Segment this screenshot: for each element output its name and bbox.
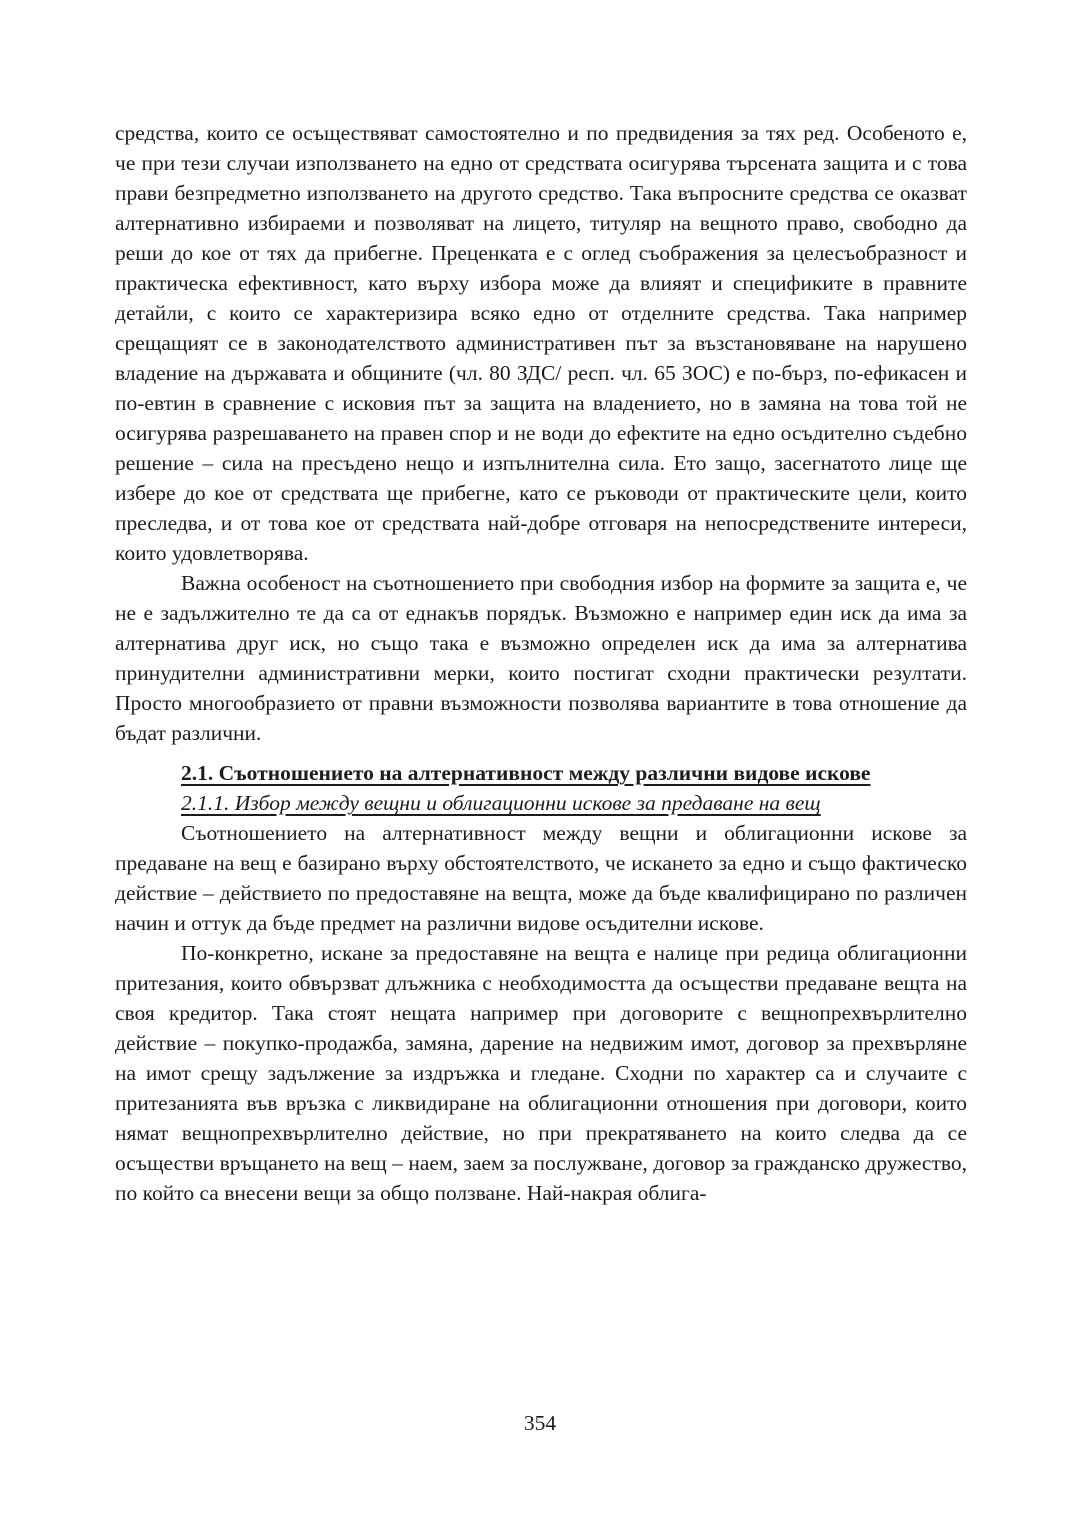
paragraph-alternativity: Съотношението на алтернативност между вещни и облигационни искове за предаване на вещ е базирано върху обстоятелството, че искането за едно и също фактическо действие – действието по предоставяне на вещта, може да бъде квалифицирано по различен начин и оттук да бъде предмет на различни видове осъдителни искове. xyxy=(115,821,967,935)
paragraph-free-choice: Важна особеност на съотношението при свободния избор на формите за защита е, че не е задължително те да са от еднакъв порядък. Възможно е например един иск да има за алтернатива друг иск, но също така е възможно определен иск да има за алтернатива принудителни административни мерки, които постигат сходни практически резултати. Просто многообразието от правни възможности позволява вариантите в това отношение да бъдат различни. xyxy=(115,571,967,745)
subsection-heading-2-1-1: 2.1.1. Избор между вещни и облигационни искове за предаване на вещ xyxy=(181,791,821,815)
paragraph-obligation-claims: По-конкретно, искане за предоставяне на вещта е налице при редица облигационни притезания, които обвързват длъжника с необходимостта да осъществи предаване вещта на своя кредитор. Така стоят нещата например при договорите с вещнопрехвърлително действие – покупко-продажба, замяна, дарение на недвижим имот, договор за прехвърляне на имот срещу задължение за издръжка и гледане. Сходни по характер са и случаите с притезанията във връзка с ликвидиране на облигационни отношения при договори, които нямат вещнопрехвърлително действие, но при прекратяването на които следва да се осъществи връщането на вещ – наем, заем за послужване, договор за гражданско дружество, по който са внесени вещи за общо ползване. Най-накрая облига- xyxy=(115,941,967,1205)
page-number: 354 xyxy=(523,1411,557,1435)
paragraph-continued: средства, които се осъществяват самостоятелно и по предвидения за тях ред. Особеното е, че при тези случаи използването на едно от средствата осигурява търсената защита и с това прави безпредметно използването на другото средство. Така въпросните средства се оказват алтернативно избираеми и позволяват на лицето, титуляр на вещното право, свободно да реши до кое от тях да прибегне. Преценката е с оглед съображения за целесъобразност и практическа ефективност, като върху избора може да влияят и спецификите в правните детайли, с които се характеризира всяко едно от отделните средства. Така например срещащият се в законодателството административен път за възстановяване на нарушено владение на държавата и общините (чл. 80 ЗДС/ респ. чл. 65 ЗОС) е по-бърз, по-ефикасен и по-евтин в сравнение с исковия път за защита на владението, но в замяна на това той не осигурява разрешаването на правен спор и не води до ефектите на едно осъдително съдебно решение – сила на пресъдено нещо и изпълнителна сила. Ето защо, засегнатото лице ще избере до кое от средствата ще прибегне, като се ръководи от практическите цели, които преследва, и от това кое от средствата най-добре отговаря на непосредствените интереси, които удовлетворява. xyxy=(115,121,967,565)
section-heading-2-1: 2.1. Съотношението на алтернативност между различни видове искове xyxy=(181,761,871,785)
